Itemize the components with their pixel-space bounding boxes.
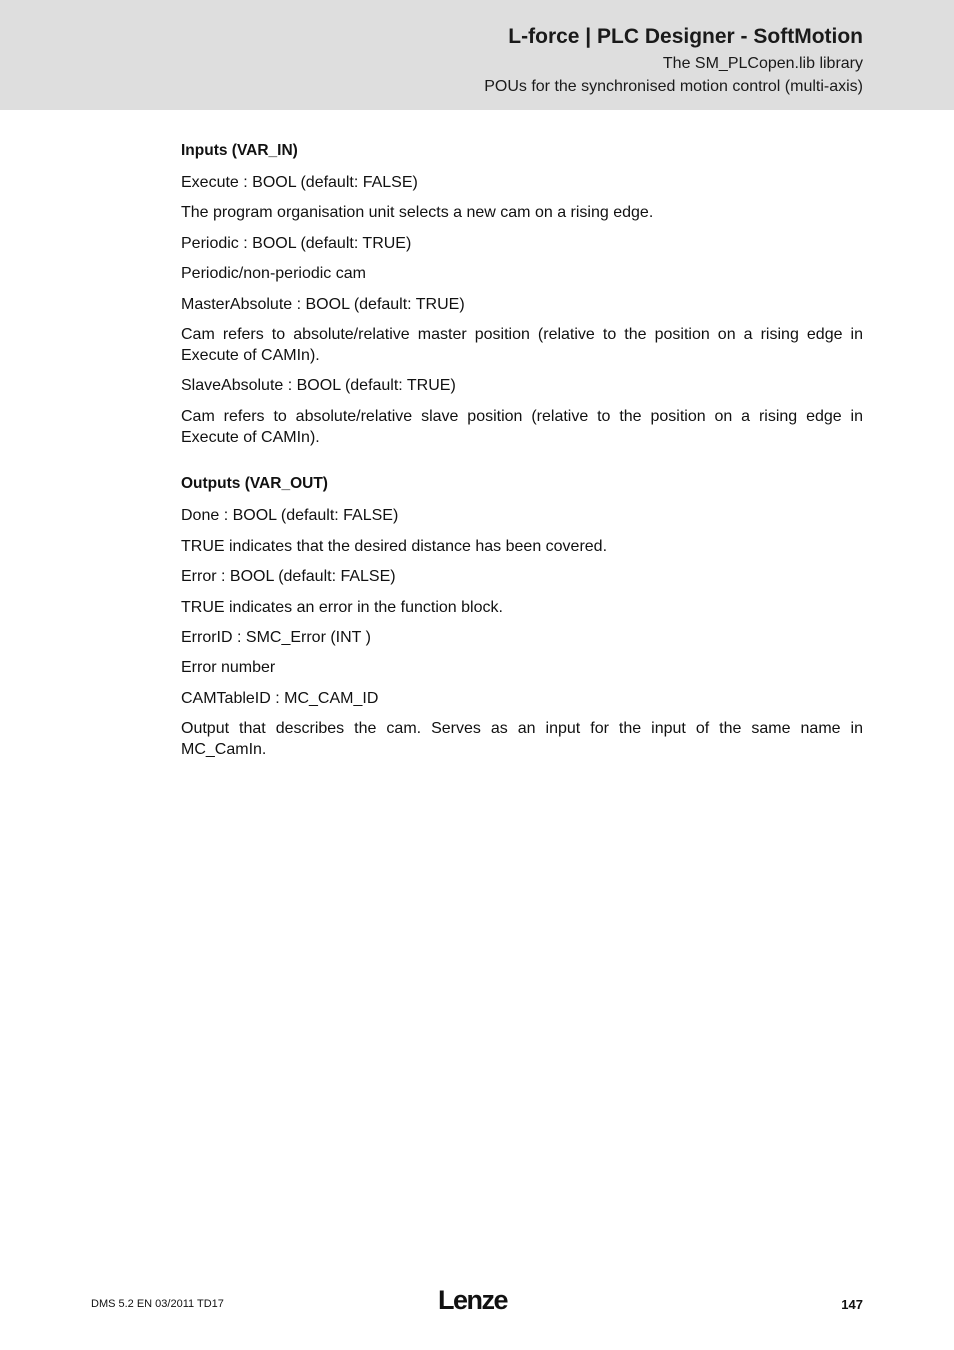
output-name: CAMTableID : MC_CAM_ID — [181, 690, 379, 707]
input-name: MasterAbsolute : BOOL (default: TRUE) — [181, 296, 465, 313]
page-number: 147 — [841, 1297, 863, 1312]
input-name: SlaveAbsolute : BOOL (default: TRUE) — [181, 377, 456, 394]
document-id: DMS 5.2 EN 03/2011 TD17 — [91, 1298, 224, 1310]
output-description: Output that describes the cam. Serves as an input for the input of the same name in MC_CamIn. — [181, 720, 863, 758]
output-name: Done : BOOL (default: FALSE) — [181, 507, 399, 524]
input-description: Cam refers to absolute/relative slave position (relative to the position on a rising edge in Execute of CAMIn). — [181, 408, 863, 446]
output-name: Error : BOOL (default: FALSE) — [181, 568, 396, 585]
inputs-heading: Inputs (VAR_IN) — [181, 142, 298, 159]
input-name: Periodic : BOOL (default: TRUE) — [181, 235, 412, 252]
input-description: Periodic/non-periodic cam — [181, 265, 366, 282]
input-description: The program organisation unit selects a new cam on a rising edge. — [181, 204, 654, 221]
output-name: ErrorID : SMC_Error (INT ) — [181, 629, 371, 646]
output-description: TRUE indicates an error in the function block. — [181, 599, 503, 616]
output-description: TRUE indicates that the desired distance has been covered. — [181, 538, 608, 555]
outputs-heading: Outputs (VAR_OUT) — [181, 475, 328, 492]
input-description: Cam refers to absolute/relative master position (relative to the position on a rising edge in Execute of CAMIn). — [181, 326, 863, 364]
document-title: L-force | PLC Designer - SoftMotion — [508, 25, 863, 48]
lenze-logo: Lenze — [438, 1285, 508, 1315]
section-title: POUs for the synchronised motion control (multi-axis) — [484, 78, 863, 95]
output-description: Error number — [181, 659, 276, 676]
chapter-title: The SM_PLCopen.lib library — [662, 55, 863, 72]
page-header — [0, 0, 954, 110]
input-name: Execute : BOOL (default: FALSE) — [181, 174, 418, 191]
